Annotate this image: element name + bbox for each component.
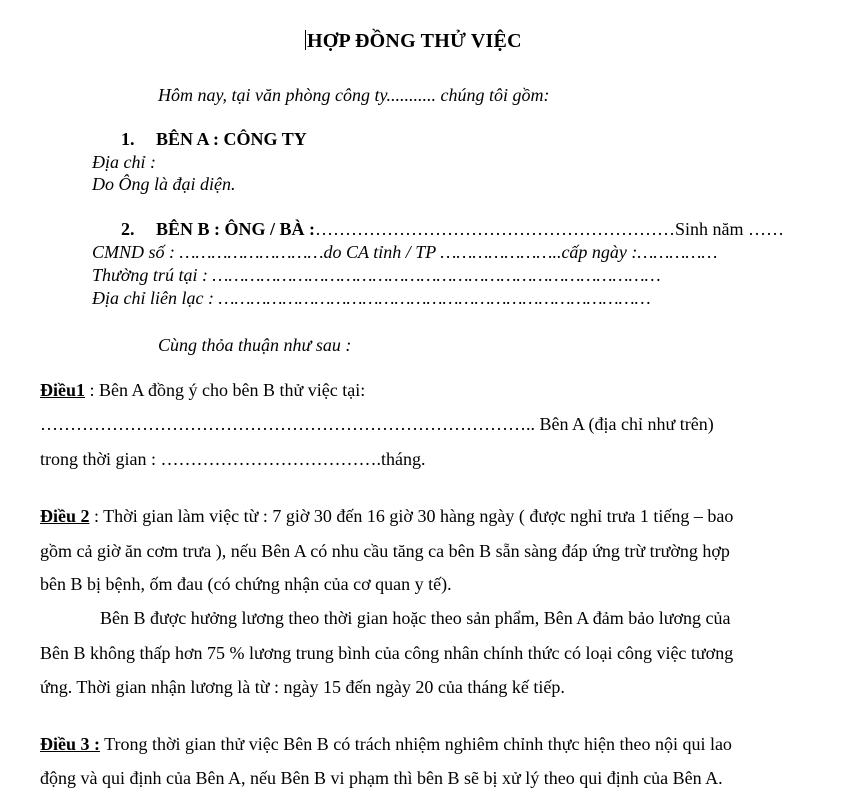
article-1-text-1: : Bên A đồng ý cho bên B thử việc tại: (85, 380, 366, 400)
article-2-label: Điều 2 (40, 506, 90, 526)
party-b-number: 2. (121, 219, 135, 239)
article-3-line-1 (40, 733, 732, 755)
article-2-line-3: bên B bị bệnh, ốm đau (có chứng nhận của cơ quan y tế). (40, 574, 452, 594)
party-b-heading (121, 218, 784, 240)
agreement-line: Cùng thỏa thuận như sau : (158, 335, 352, 355)
party-a-heading (121, 128, 307, 150)
party-a-number: 1. (121, 129, 135, 149)
article-2-line-5: Bên B không thấp hơn 75 % lương trung bình của công nhân chính thức có loại công việc tương (40, 643, 734, 663)
party-a-address: Địa chỉ : (92, 152, 156, 172)
article-1-line-2: ……………………………………………………………………….. Bên A (địa chỉ như trên) (40, 414, 714, 434)
intro-line: Hôm nay, tại văn phòng công ty........... chúng tôi gồm: (158, 85, 550, 105)
text-cursor (305, 30, 306, 50)
document-title (305, 30, 522, 52)
article-2-line-6: ứng. Thời gian nhận lương là từ : ngày 15 đến ngày 20 của tháng kế tiếp. (40, 677, 565, 697)
article-1-line-3: trong thời gian : ……………………………….tháng. (40, 449, 426, 469)
party-b-residence: Thường trú tại : ………………………………………………………………………… (92, 265, 661, 285)
party-a-representative: Do Ông là đại diện. (92, 174, 236, 194)
article-2-line-2: gồm cả giờ ăn cơm trưa ), nếu Bên A có nhu cầu tăng ca bên B sẵn sàng đáp ứng trừ trường hợp (40, 541, 730, 561)
party-a-heading-text: BÊN A : CÔNG TY (156, 129, 307, 149)
article-2-line-4: Bên B được hưởng lương theo thời gian hoặc theo sản phẩm, Bên A đảm bảo lương của (100, 608, 731, 628)
party-b-heading-text: BÊN B : ÔNG / BÀ : (156, 219, 316, 239)
article-3-label: Điều 3 : (40, 734, 100, 754)
party-b-contact: Địa chỉ liên lạc : ……………………………………………………………………… (92, 288, 651, 308)
article-3-line-2: động và qui định của Bên A, nếu Bên B vi phạm thì bên B sẽ bị xử lý theo qui định của Bên A. (40, 768, 723, 788)
party-b-id-line: CMND số : ………………………do CA tỉnh / TP …………………..cấp ngày :…………… (92, 242, 718, 262)
title-text: HỢP ĐỒNG THỬ VIỆC (307, 30, 522, 52)
article-1-label: Điều1 (40, 380, 85, 400)
article-2-text-1: : Thời gian làm việc từ : 7 giờ 30 đến 16 giờ 30 hàng ngày ( được nghỉ trưa 1 tiếng – bao (89, 506, 734, 526)
article-2-line-1 (40, 505, 733, 527)
party-b-heading-rest: ……………………………………………………Sinh năm …… (315, 219, 785, 239)
article-1-line-1 (40, 379, 365, 401)
article-3-text-1: Trong thời gian thử việc Bên B có trách nhiệm nghiêm chỉnh thực hiện theo nội qui lao (100, 734, 732, 754)
